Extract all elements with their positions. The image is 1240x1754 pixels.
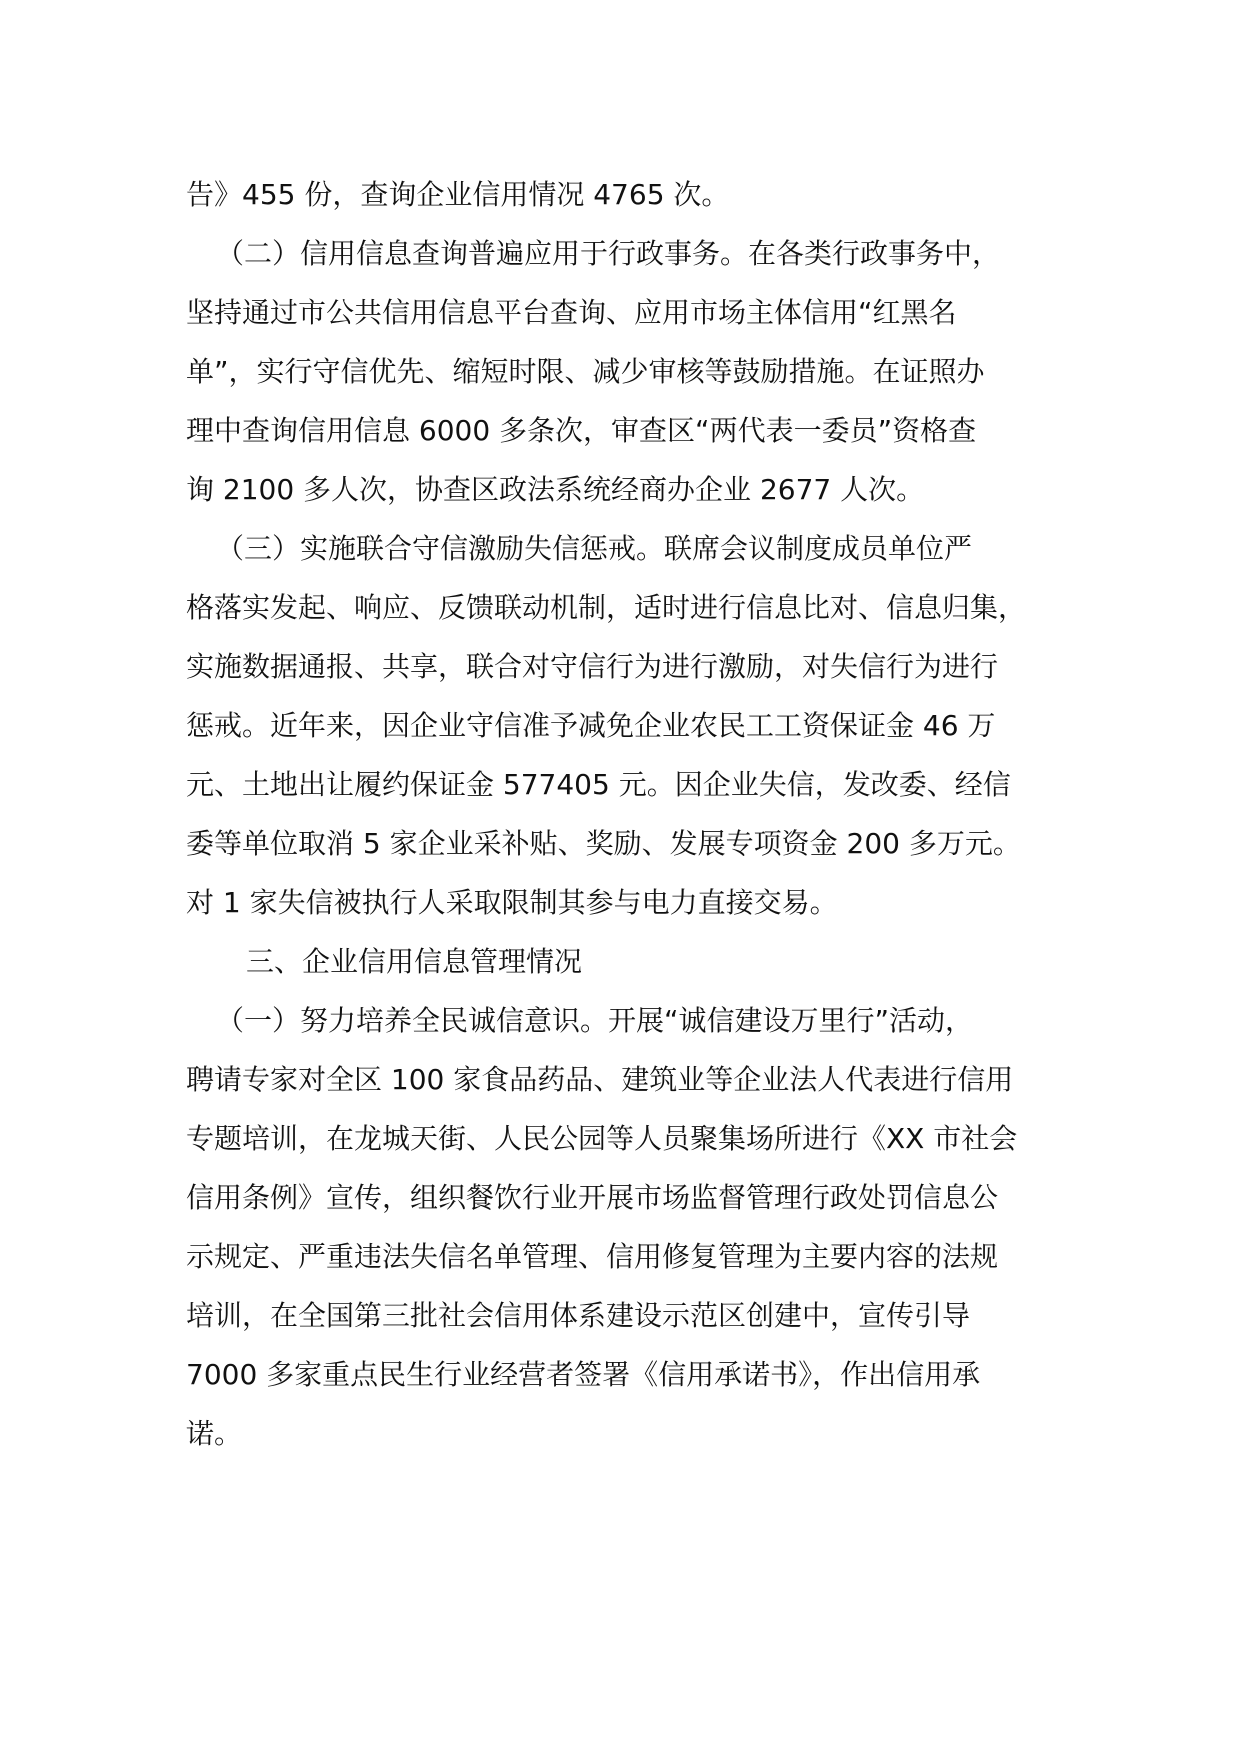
paragraph-heading-line: （三）实施联合守信激励失信惩戒。联席会议制度成员单位严	[216, 532, 973, 565]
text-line: 对 1 家失信被执行人采取限制其参与电力直接交易。	[186, 886, 838, 919]
text-line: 7000 多家重点民生行业经营者签署《信用承诺书》，作出信用承	[186, 1358, 981, 1391]
text-line: 元、土地出让履约保证金 577405 元。因企业失信，发改委、经信	[186, 768, 1011, 801]
paragraph-heading-line: （二）信用信息查询普遍应用于行政事务。在各类行政事务中，	[216, 237, 1001, 270]
paragraph-heading-line: （一）努力培养全民诚信意识。开展“诚信建设万里行”活动，	[216, 1004, 974, 1037]
text-line: 专题培训，在龙城天街、人民公园等人员聚集场所进行《XX 市社会	[186, 1122, 1018, 1155]
text-line: 坚持通过市公共信用信息平台查询、应用市场主体信用“红黑名	[186, 296, 957, 329]
text-line: 实施数据通报、共享，联合对守信行为进行激励，对失信行为进行	[186, 650, 999, 683]
text-line: 单”，实行守信优先、缩短时限、减少审核等鼓励措施。在证照办	[186, 355, 985, 388]
text-line: 理中查询信用信息 6000 多条次，审查区“两代表一委员”资格查	[186, 414, 977, 447]
text-line: 告》455 份，查询企业信用情况 4765 次。	[186, 178, 730, 211]
text-line: 诺。	[186, 1417, 243, 1450]
text-line: 询 2100 多人次，协查区政法系统经商办企业 2677 人次。	[186, 473, 925, 506]
text-line: 格落实发起、响应、反馈联动机制，适时进行信息比对、信息归集，	[186, 591, 1027, 624]
text-line: 培训，在全国第三批社会信用体系建设示范区创建中，宣传引导	[186, 1299, 971, 1332]
section-heading: 三、企业信用信息管理情况	[246, 945, 583, 978]
text-line: 委等单位取消 5 家企业采补贴、奖励、发展专项资金 200 多万元。	[186, 827, 1021, 860]
text-line: 示规定、严重违法失信名单管理、信用修复管理为主要内容的法规	[186, 1240, 999, 1273]
text-line: 惩戒。近年来，因企业守信准予减免企业农民工工资保证金 46 万	[186, 709, 996, 742]
text-line: 信用条例》宣传，组织餐饮行业开展市场监督管理行政处罚信息公	[186, 1181, 999, 1214]
text-line: 聘请专家对全区 100 家食品药品、建筑业等企业法人代表进行信用	[186, 1063, 1014, 1096]
